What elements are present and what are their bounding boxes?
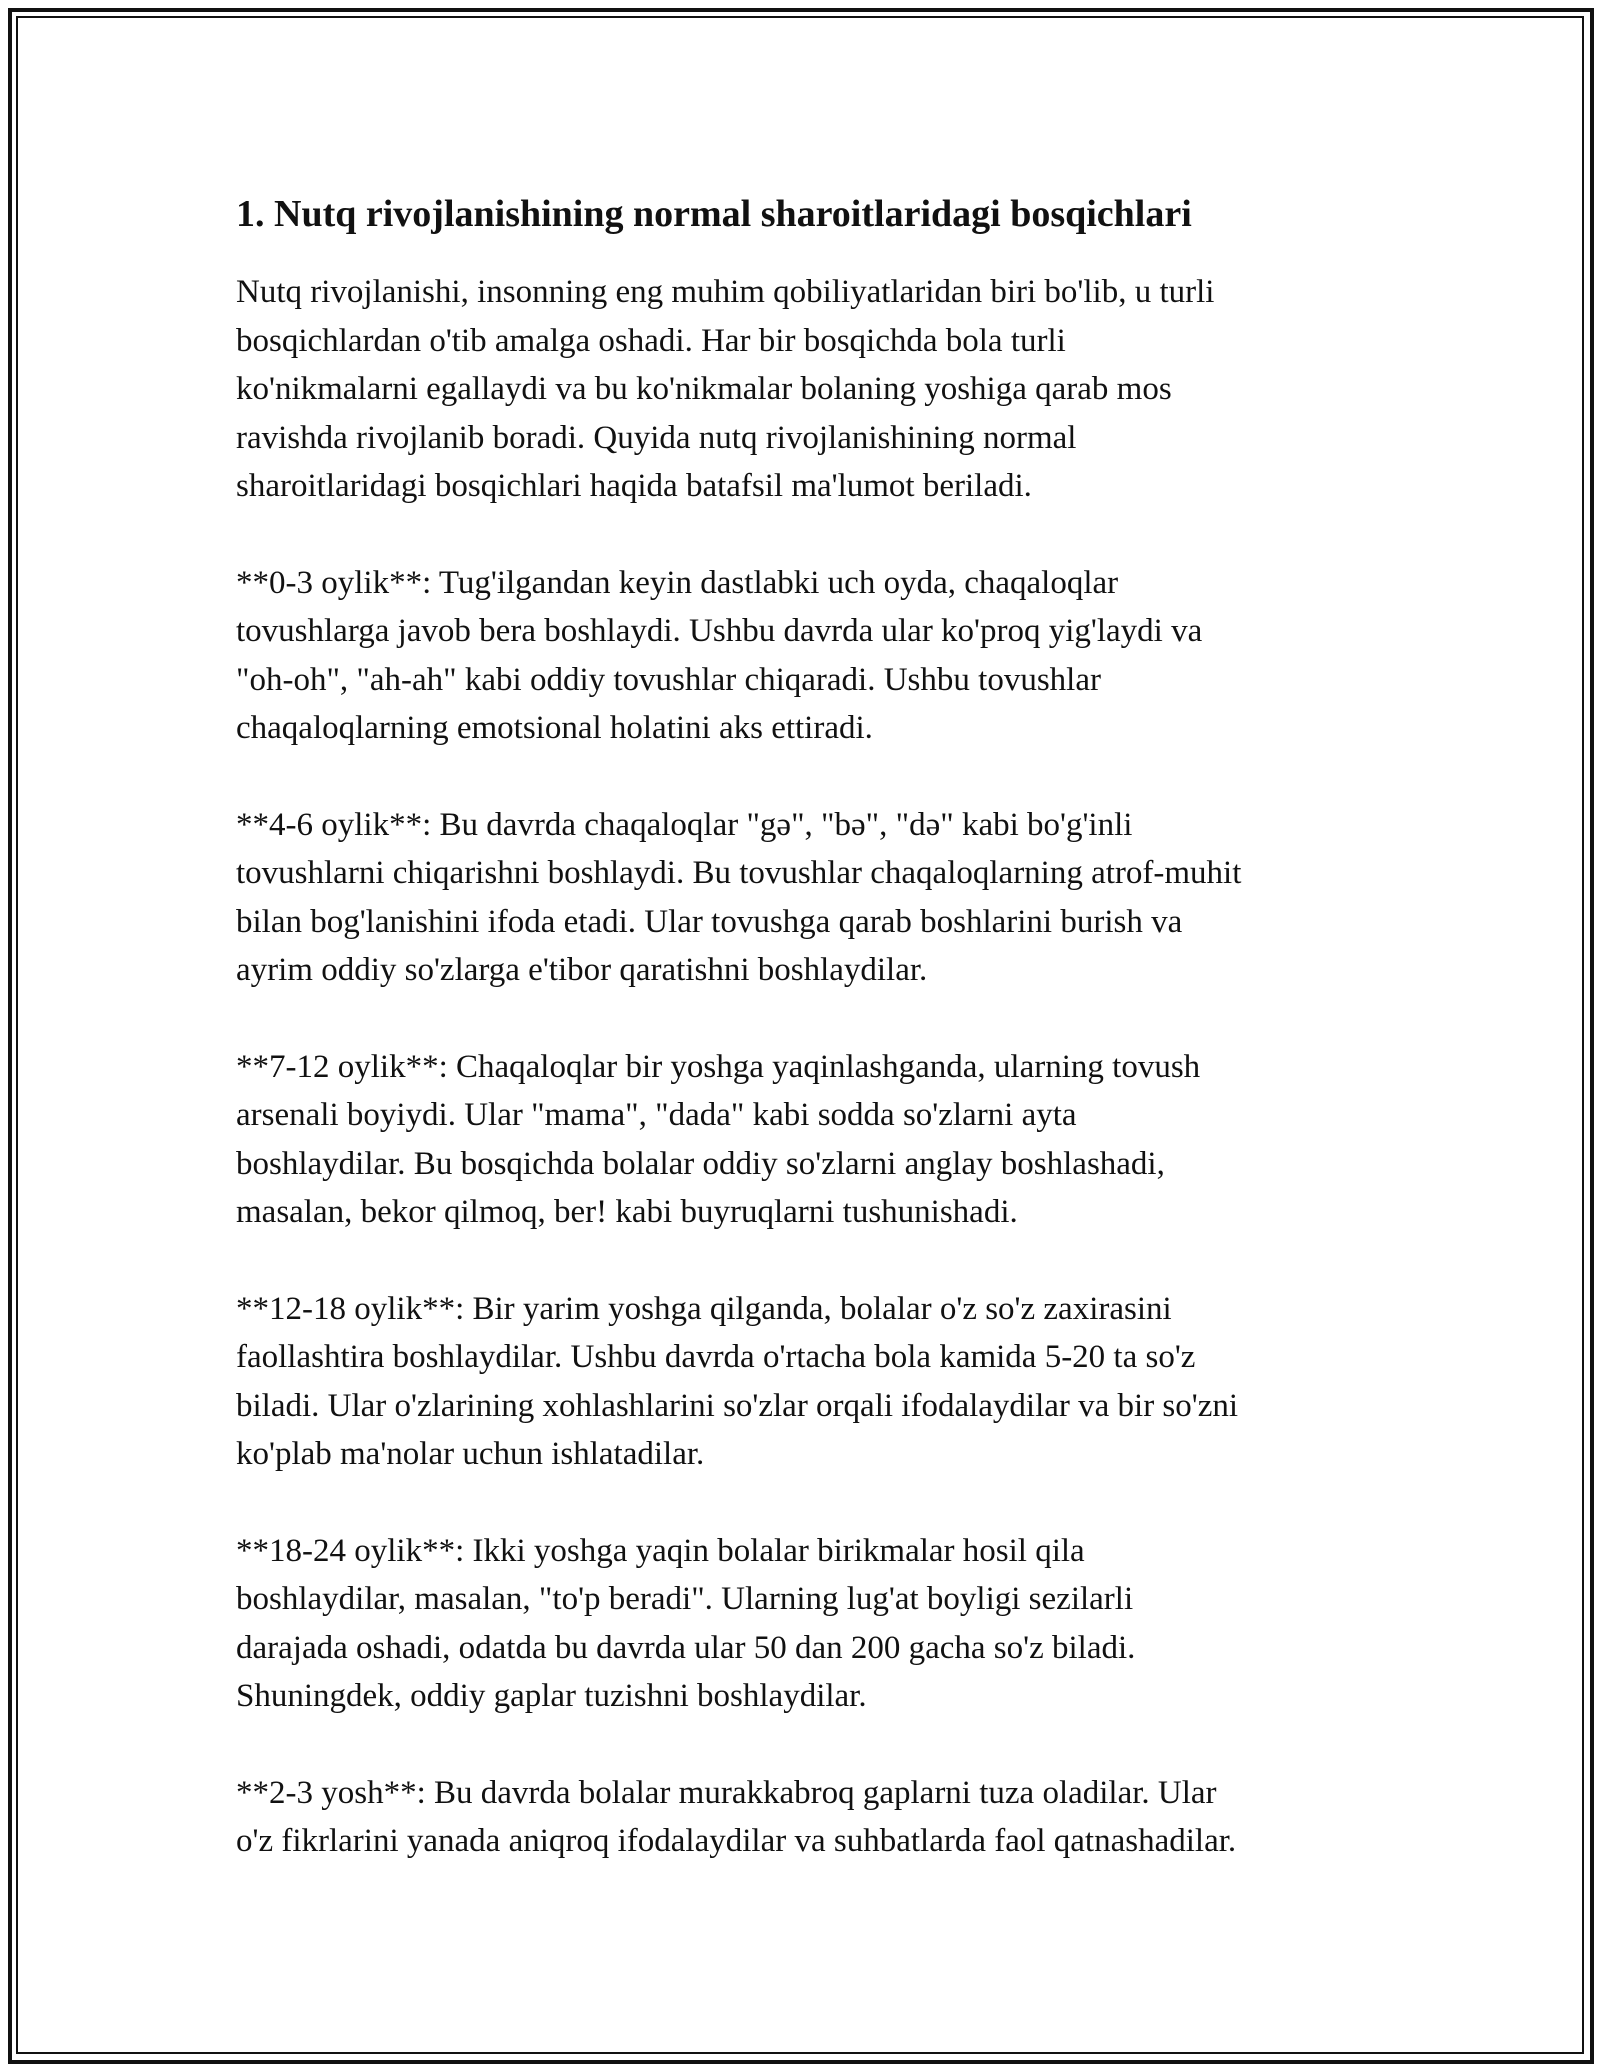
text-line: bilan bog'lanishini ifoda etadi. Ular tovushga qarab boshlarini burish va: [236, 903, 1183, 940]
text-line: Nutq rivojlanishi, insonning eng muhim qobiliyatlaridan biri bo'lib, u turli: [236, 274, 1215, 310]
text-line: ravishda rivojlanib boradi. Quyida nutq rivojlanishining normal: [236, 419, 1077, 456]
text-line: ko'nikmalarni egallaydi va bu ko'nikmalar bolaning yoshiga qarab mos: [236, 371, 1172, 407]
text-line: biladi. Ular o'zlarining xohlashlarini so'zlar orqali ifodalaydilar va bir so'zni: [236, 1387, 1239, 1424]
intro-paragraph: [236, 268, 1360, 511]
text-line: faollashtira boshlaydilar. Ushbu davrda o'rtacha bola kamida 5-20 ta so'z: [236, 1339, 1196, 1375]
text-line: **18-24 oylik**: Ikki yoshga yaqin bolalar birikmalar hosil qila: [236, 1532, 1085, 1569]
text-line: Shuningdek, oddiy gaplar tuzishni boshlaydilar.: [236, 1678, 867, 1714]
stage-paragraph: [236, 1769, 1360, 1866]
text-line: "oh-oh", "ah-ah" kabi oddiy tovushlar chiqaradi. Ushbu tovushlar: [236, 661, 1101, 698]
stage-paragraph: [236, 1043, 1360, 1237]
text-line: ko'plab ma'nolar uchun ishlatadilar.: [236, 1436, 705, 1472]
text-line: o'z fikrlarini yanada aniqroq ifodalaydilar va suhbatlarda faol qatnashadilar.: [236, 1823, 1237, 1859]
text-line: **2-3 yosh**: Bu davrda bolalar murakkabroq gaplarni tuza oladilar. Ular: [236, 1774, 1217, 1811]
text-line: boshlaydilar, masalan, "to'p beradi". Ularning lug'at boyligi sezilarli: [236, 1581, 1134, 1617]
stage-paragraph: [236, 801, 1360, 995]
text-line: darajada oshadi, odatda bu davrda ular 50 dan 200 gacha so'z biladi.: [236, 1629, 1136, 1666]
text-line: **12-18 oylik**: Bir yarim yoshga qilganda, bolalar o'z so'z zaxirasini: [236, 1290, 1172, 1327]
stage-paragraph: [236, 1285, 1360, 1479]
text-line: tovushlarni chiqarishni boshlaydi. Bu tovushlar chaqaloqlarning atrof-muhit: [236, 855, 1242, 891]
text-line: **0-3 oylik**: Tug'ilgandan keyin dastlabki uch oyda, chaqaloqlar: [236, 564, 1119, 601]
paragraph-list: [236, 268, 1360, 1866]
text-line: masalan, bekor qilmoq, ber! kabi buyruqlarni tushunishadi.: [236, 1194, 1018, 1230]
text-line: bosqichlardan o'tib amalga oshadi. Har bir bosqichda bola turli: [236, 322, 1066, 359]
text-line: arsenali boyiydi. Ular "mama", "dada" kabi sodda so'zlarni ayta: [236, 1097, 1077, 1133]
text-line: **4-6 oylik**: Bu davrda chaqaloqlar "gə", "bə", "də" kabi bo'g'inli: [236, 806, 1133, 843]
text-line: tovushlarga javob bera boshlaydi. Ushbu davrda ular ko'proq yig'laydi va: [236, 613, 1203, 649]
stage-paragraph: [236, 559, 1360, 753]
stage-paragraph: [236, 1527, 1360, 1721]
text-line: chaqaloqlarning emotsional holatini aks ettiradi.: [236, 710, 873, 746]
document-title: 1. Nutq rivojlanishining normal sharoitlaridagi bosqichlari: [236, 193, 1192, 235]
text-line: ayrim oddiy so'zlarga e'tibor qaratishni boshlaydilar.: [236, 952, 928, 988]
text-line: boshlaydilar. Bu bosqichda bolalar oddiy so'zlarni anglay boshlashadi,: [236, 1145, 1165, 1182]
text-line: sharoitlaridagi bosqichlari haqida batafsil ma'lumot beriladi.: [236, 468, 1032, 504]
text-line: **7-12 oylik**: Chaqaloqlar bir yoshga yaqinlashganda, ularning tovush: [236, 1048, 1201, 1085]
document-body: [236, 188, 1360, 1914]
